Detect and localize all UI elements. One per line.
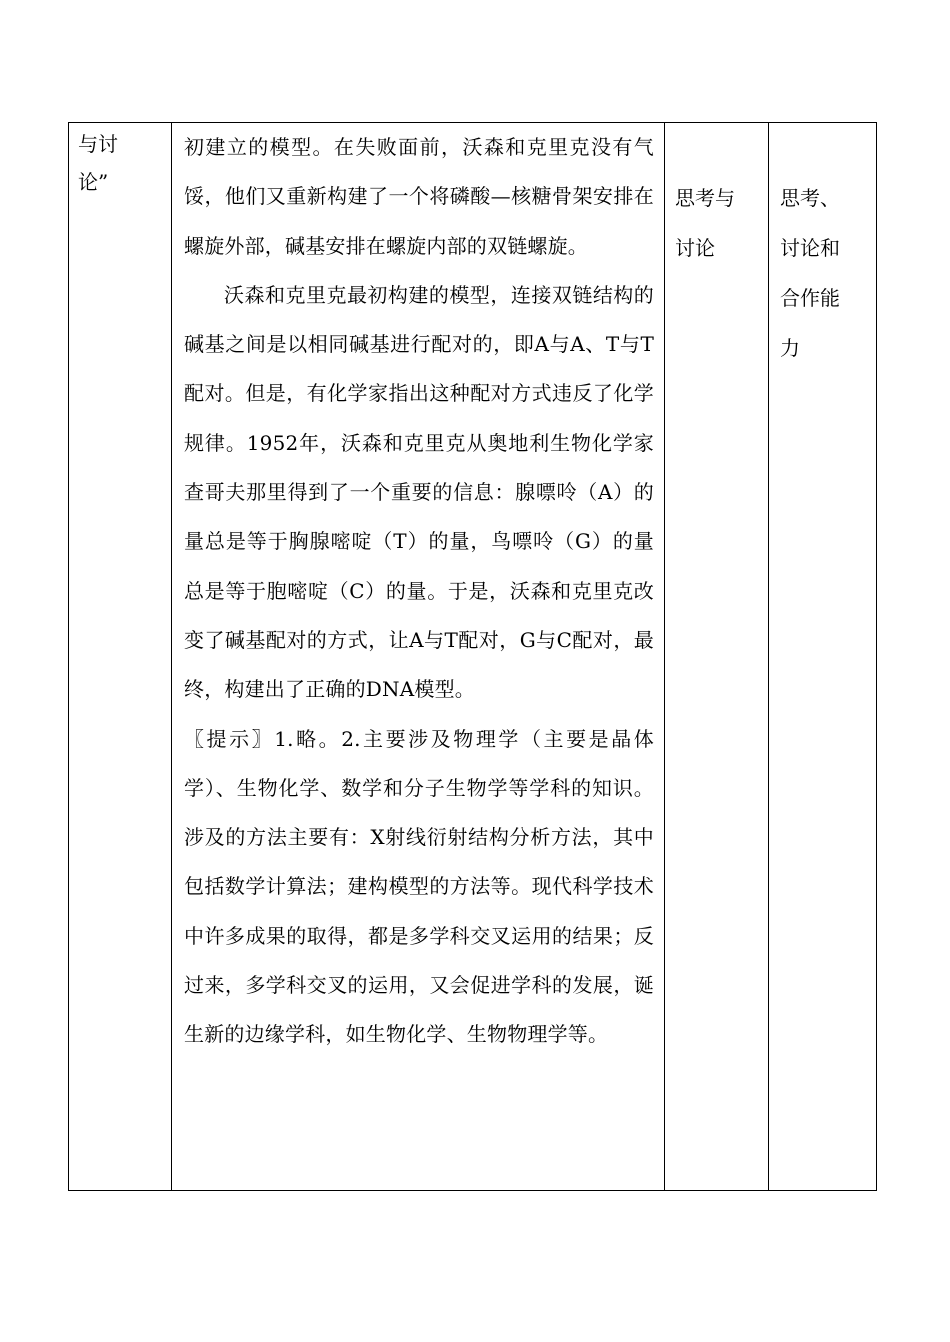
activity-text: 与讨 论” xyxy=(78,132,118,194)
content-paragraph-2: 沃森和克里克最初构建的模型，连接双链结构的碱基之间是以相同碱基进行配对的，即A与A、T与T配对。但是，有化学家指出这种配对方式违反了化学规律。1952年，沃森和克里克从奥地利生物化学家查哥夫那里得到了一个重要的信息：腺嘌呤（A）的量总是等于胸腺嘧啶（T）的量，鸟嘌呤（G）的量总是等于胞嘧啶（C）的量。于是，沃森和克里克改变了碱基配对的方式，让A与T配对，G与C配对，最终，构建出了正确的DNA模型。 xyxy=(184,282,654,702)
table-row xyxy=(69,123,877,1191)
content-text xyxy=(172,123,664,1060)
ability-text: 思考、 讨论和 合作能 力 xyxy=(780,186,840,360)
ability-cell xyxy=(769,123,877,1191)
activity-cell xyxy=(69,123,172,1191)
lesson-plan-table xyxy=(68,122,877,1191)
content-paragraph-3: 〖提示〗1.略。2.主要涉及物理学（主要是晶体学）、生物化学、数学和分子生物学等学科的知识。涉及的方法主要有：X射线衍射结构分析方法，其中包括数学计算法；建构模型的方法等。现代科学技术中许多成果的取得，都是多学科交叉运用的结果；反过来，多学科交叉的运用，又会促进学科的发展，诞生新的边缘学科，如生物化学、生物物理学等。 xyxy=(184,726,654,1047)
student-activity-text: 思考与 讨论 xyxy=(675,186,735,260)
content-paragraph-1: 初建立的模型。在失败面前，沃森和克里克没有气馁，他们又重新构建了一个将磷酸—核糖骨架安排在螺旋外部，碱基安排在螺旋内部的双链螺旋。 xyxy=(184,135,654,258)
student-activity-cell xyxy=(665,123,769,1191)
content-cell xyxy=(172,123,665,1191)
